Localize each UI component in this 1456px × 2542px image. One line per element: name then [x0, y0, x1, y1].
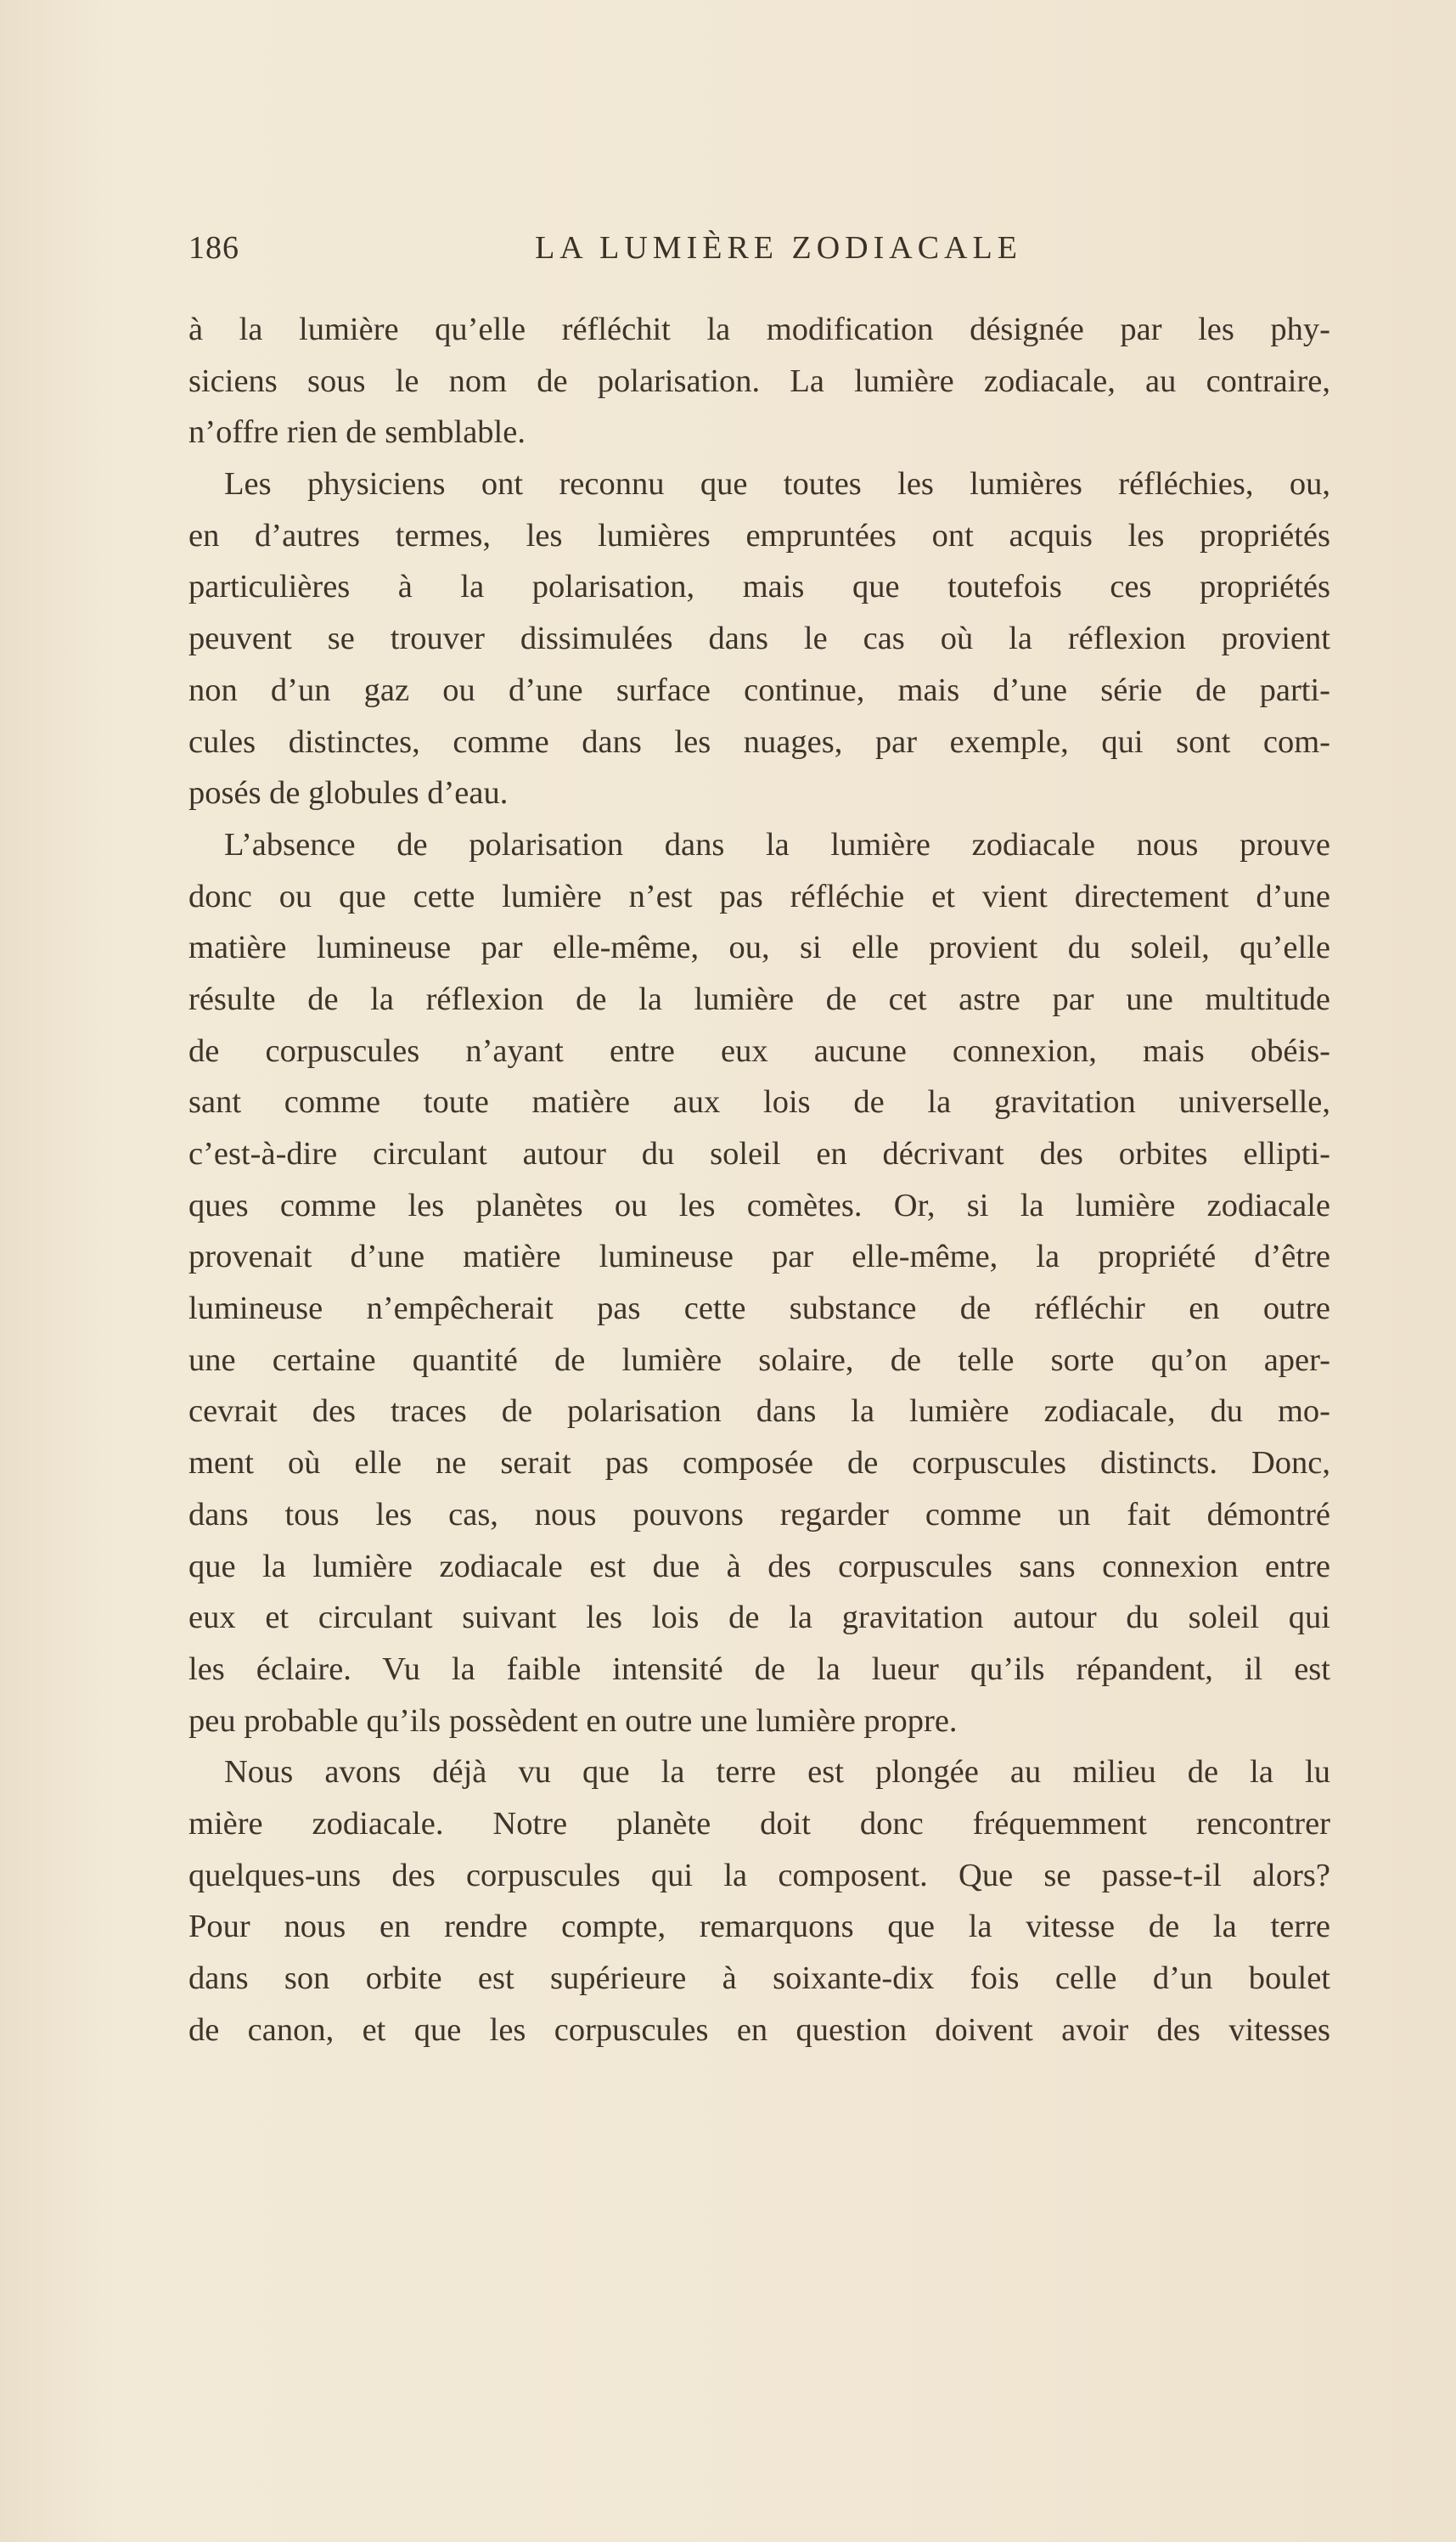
text-line: L’absence de polarisation dans la lumière zodiacale nous prouve	[224, 826, 1330, 863]
text-line: posés de globules d’eau.	[188, 775, 509, 812]
text-line: dans son orbite est supérieure à soixante-dix fois celle d’un boulet	[188, 1960, 1330, 1996]
text-line: de canon, et que les corpuscules en question doivent avoir des vitesses	[188, 2011, 1330, 2048]
text-line: ques comme les planètes ou les comètes. Or, si la lumière zodiacale	[188, 1187, 1330, 1223]
text-line: eux et circulant suivant les lois de la gravitation autour du soleil qui	[188, 1600, 1330, 1636]
text-line: cevrait des traces de polarisation dans la lumière zodiacale, du mo-	[188, 1393, 1330, 1430]
running-head: LA LUMIÈRE ZODIACALE	[535, 230, 1022, 266]
text-line: dans tous les cas, nous pouvons regarder comme un fait démontré	[188, 1496, 1330, 1533]
text-line: peuvent se trouver dissimulées dans le cas où la réflexion provient	[188, 621, 1330, 657]
text-line: matière lumineuse par elle-même, ou, si elle provient du soleil, qu’elle	[188, 930, 1330, 966]
text-line: une certaine quantité de lumière solaire, de telle sorte qu’on aper-	[188, 1341, 1330, 1378]
text-line: n’offre rien de semblable.	[188, 414, 526, 451]
text-line: cules distinctes, comme dans les nuages, par exemple, qui sont com-	[188, 723, 1330, 760]
text-line: en d’autres termes, les lumières empruntées ont acquis les propriétés	[188, 517, 1330, 554]
text-line: de corpuscules n’ayant entre eux aucune connexion, mais obéis-	[188, 1032, 1330, 1069]
page-number: 186	[188, 230, 239, 266]
page-header	[188, 229, 1369, 282]
text-line: c’est-à-dire circulant autour du soleil en décrivant des orbites ellipti-	[188, 1136, 1330, 1172]
text-line: quelques-uns des corpuscules qui la composent. Que se passe-t-il alors?	[188, 1857, 1330, 1893]
text-line: peu probable qu’ils possèdent en outre une lumière propre.	[188, 1702, 958, 1739]
text-line: provenait d’une matière lumineuse par elle-même, la propriété d’être	[188, 1239, 1330, 1275]
text-line: mière zodiacale. Notre planète doit donc fréquemment rencontrer	[188, 1805, 1330, 1842]
text-line: Nous avons déjà vu que la terre est plongée au milieu de la lu	[224, 1754, 1330, 1791]
text-line: particulières à la polarisation, mais que toutefois ces propriétés	[188, 569, 1330, 605]
body-text	[188, 304, 1330, 2056]
text-line: donc ou que cette lumière n’est pas réfléchie et vient directement d’une	[188, 878, 1330, 914]
text-line: sant comme toute matière aux lois de la gravitation universelle,	[188, 1084, 1330, 1121]
text-line: les éclaire. Vu la faible intensité de la lueur qu’ils répandent, il est	[188, 1651, 1330, 1687]
text-line: lumineuse n’empêcherait pas cette substance de réfléchir en outre	[188, 1291, 1330, 1327]
text-line: Pour nous en rendre compte, remarquons que la vitesse de la terre	[188, 1909, 1330, 1945]
text-line: Les physiciens ont reconnu que toutes les lumières réfléchies, ou,	[224, 466, 1330, 503]
text-line: siciens sous le nom de polarisation. La lumière zodiacale, au contraire,	[188, 363, 1330, 399]
text-line: à la lumière qu’elle réfléchit la modification désignée par les phy-	[188, 312, 1330, 347]
text-line: non d’un gaz ou d’une surface continue, mais d’une série de parti-	[188, 672, 1330, 708]
text-line: que la lumière zodiacale est due à des corpuscules sans connexion entre	[188, 1548, 1330, 1584]
text-line: ment où elle ne serait pas composée de corpuscules distincts. Donc,	[188, 1445, 1330, 1482]
text-line: résulte de la réflexion de la lumière de cet astre par une multitude	[188, 981, 1330, 1017]
